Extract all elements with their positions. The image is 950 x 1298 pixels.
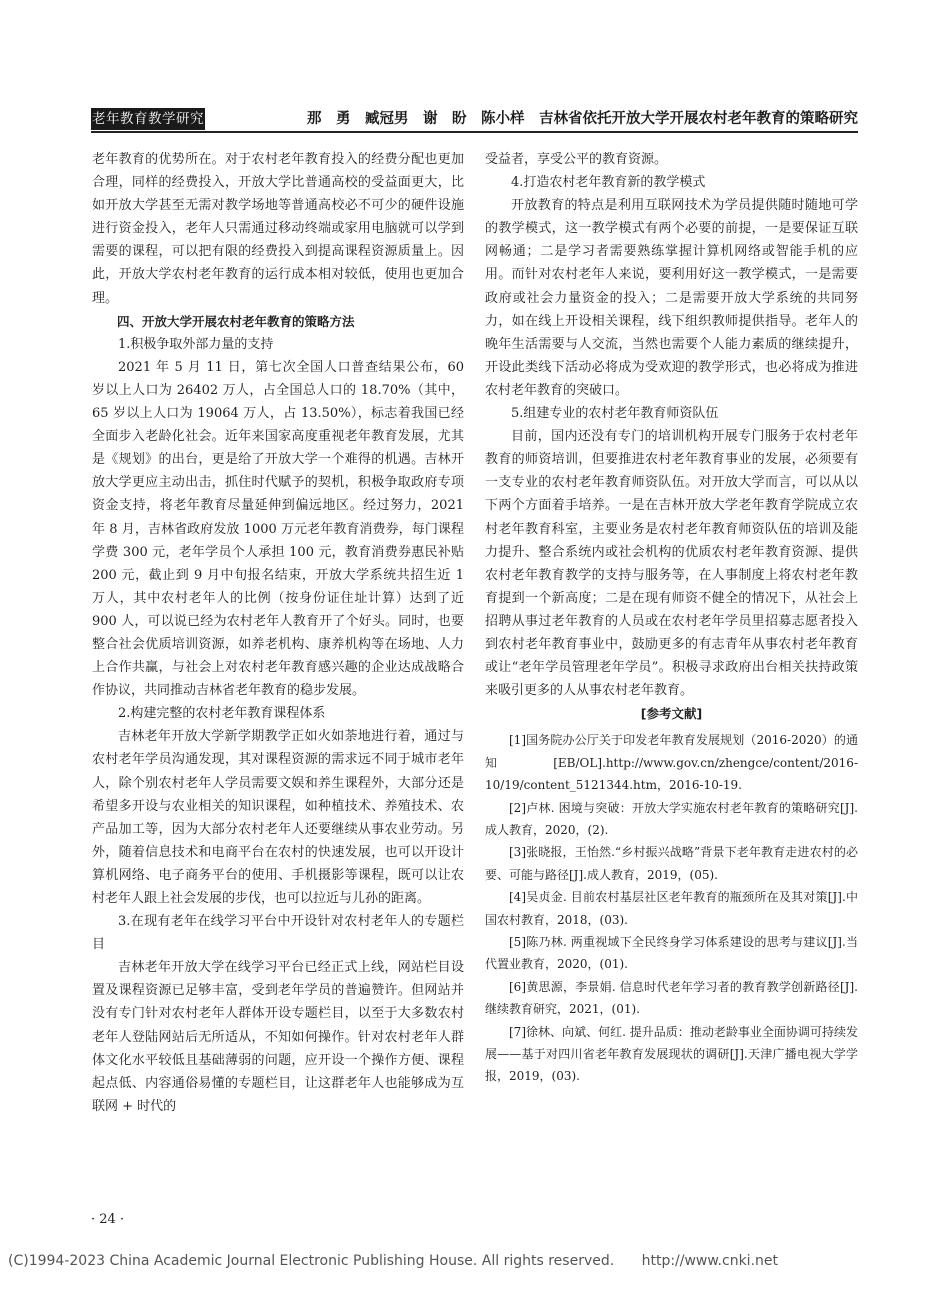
paragraph: 吉林老年开放大学在线学习平台已经正式上线，网站栏目设置及课程资源已足够丰富，受到老年学员的普遍赞许。但网站并没有专门针对农村老年人群体开设专题栏目，以至于大多数农村老年人登陆网站后无所适从，不知如何操作。针对农村老年人群体文化水平较低且基础薄弱的问题，应开设一个操作方便、课程起点低、内容通俗易懂的专题栏目，让这群老年人也能够成为互联网 + 时代的 [92, 960, 464, 1114]
reference-item: [2]卢林. 困境与突破：开放大学实施农村老年教育的策略研究[J].成人教育，2020，(2). [485, 800, 858, 837]
running-header-title: 那 勇 臧冠男 谢 盼 陈小样 吉林省依托开放大学开展农村老年教育的策略研究 [307, 111, 858, 127]
paragraph: 老年教育的优势所在。对于农村老年教育投入的经费分配也更加合理，同样的经费投入，开放大学比普通高校的受益面更大，比如开放大学甚至无需对教学场地等普通高校必不可少的硬件设施进行资金投入，老年人只需通过移动终端或家用电脑就可以学到需要的课程，可以把有限的经费投入到提高课程资源质量上。因此，开放大学农村老年教育的运行成本相对较低，使用也更加合理。 [92, 152, 464, 306]
copyright-footer: (C)1994-2023 China Academic Journal Electronic Publishing House. All rights reserved. [8, 1253, 615, 1269]
site-url-footer: http://www.cnki.net [641, 1253, 778, 1269]
paragraph: 吉林老年开放大学新学期教学正如火如荼地进行着，通过与农村老年学员沟通发现，其对课程资源的需求远不同于城市老年人，除个别农村老年人学员需要文娱和养生课程外，大部分还是希望多开设与农业相关的知识课程，如种植技术、养殖技术、农产品加工等，因为大部分农村老年人还要继续从事农业劳动。另外，随着信息技术和电商平台在农村的快速发展，也可以开设计算机网络、电子商务平台的使用、手机摄影等课程，既可以让农村老年人跟上社会发展的步伐，也可以拉近与儿孙的距离。 [92, 729, 464, 906]
subsection-heading: 4.打造农村老年教育新的教学模式 [511, 175, 706, 191]
header-rule [91, 131, 858, 133]
paragraph: 2021 年 5 月 11 日，第七次全国人口普查结果公布，60 岁以上人口为 26402 万人，占全国总人口的 18.70%（其中，65 岁以上人口为 19064 万人，占 13.50%），标志着我国已经全面步入老龄化社会。近年来国家高度重视老年教育发展，尤其是《规划》的出台，更是给了开放大学一个难得的机遇。吉林开放大学更应主动出击，抓住时代赋予的契机，积极争取政府专项资金支持，将老年教育尽量延伸到偏远地区。经过努力，2021 年 8 月，吉林省政府发放 1000 万元老年教育消费券，每门课程学费 300 元，老年学员个人承担 100 元，教育消费券惠民补贴 200 元，截止到 9 月中旬报名结束，开放大学系统共招生近 1 万人，其中农村老年人的比例（按身份证住址计算）达到了近 900 人，可以说已经为农村老年人教育开了个好头。同时，也要整合社会优质培训资源，如养老机构、康养机构等在场地、人力上合作共赢，与社会上对农村老年教育感兴趣的企业达成战略合作协议，共同推动吉林省老年教育的稳步发展。 [92, 359, 464, 699]
paragraph: 受益者，享受公平的教育资源。 [485, 152, 668, 167]
reference-item: [4]吴贞金. 目前农村基层社区老年教育的瓶颈所在及其对策[J].中国农村教育，2018，(03). [485, 890, 858, 927]
subsection-heading: 2.构建完整的农村老年教育课程体系 [118, 706, 326, 722]
left-column [92, 148, 464, 1118]
reference-item: [5]陈乃林. 两重视域下全民终身学习体系建设的思考与建议[J].当代置业教育，2020，(01). [485, 935, 858, 972]
reference-item: [7]徐林、向斌、何红. 提升品质：推动老龄事业全面协调可持续发展——基于对四川省老年教育发展现状的调研[J].天津广播电视大学学报，2019，(03). [485, 1024, 858, 1084]
reference-item: [3]张晓报，王怡然.“乡村振兴战略”背景下老年教育走进农村的必要、可能与路径[J].成人教育，2019，(05). [485, 845, 858, 882]
reference-item: [1]国务院办公厅关于印发老年教育发展规划（2016-2020）的通知[EB/OL].http://www.gov.cn/zhengce/content/2016-10/19/content_5121344.htm，2016-10-19. [485, 733, 858, 793]
reference-list [485, 729, 858, 1088]
section-heading: 四、开放大学开展农村老年教育的策略方法 [117, 313, 355, 329]
subsection-heading: 1.积极争取外部力量的支持 [118, 336, 274, 352]
page-number: · 24 · [91, 1212, 125, 1227]
journal-section-tag: 老年教育教学研究 [91, 108, 205, 130]
references-heading: [参考文献] [640, 706, 703, 722]
subsection-heading: 5.组建专业的农村老年教育师资队伍 [511, 406, 719, 422]
reference-item: [6]黄思源，李景娟. 信息时代老年学习者的教育教学创新路径[J].继续教育研究，2021，(01). [485, 979, 858, 1017]
subsection-heading: 3.在现有老年在线学习平台中开设针对农村老年人的专题栏目 [92, 914, 464, 953]
paragraph: 目前，国内还没有专门的培训机构开展专门服务于农村老年教育的师资培训，但要推进农村老年教育事业的发展，必须要有一支专业的农村老年教育师资队伍。对开放大学而言，可以从以下两个方面着手培养。一是在吉林开放大学老年教育学院成立农村老年教育科室，主要业务是农村老年教育师资队伍的培训及能力提升、整合系统内或社会机构的优质农村老年教育资源、提供农村老年教育教学的支持与服务等，在人事制度上将农村老年教育提到一个新高度；二是在现有师资不健全的情况下，从社会上招聘从事过老年教育的人员或在农村老年学员里招募志愿者投入到农村老年教育事业中，鼓励更多的有志青年从事农村老年教育或让“老年学员管理老年学员”。积极寻求政府出台相关扶持政策来吸引更多的人从事农村老年教育。 [485, 429, 858, 699]
paragraph: 开放教育的特点是利用互联网技术为学员提供随时随地可学的教学模式，这一教学模式有两个必要的前提，一是要保证互联网畅通；二是学习者需要熟练掌握计算机网络或智能手机的应用。而针对农村老年人来说，要利用好这一教学模式，一是需要政府或社会力量资金的投入；二是需要开放大学系统的共同努力，如在线上开设相关课程，线下组织教师提供指导。老年人的晚年生活需要与人交流，当然也需要个人能力素质的继续提升，开设此类线下活动必将成为受欢迎的教学形式，也必将成为推进农村老年教育的突破口。 [485, 198, 858, 398]
right-column [485, 148, 858, 1088]
